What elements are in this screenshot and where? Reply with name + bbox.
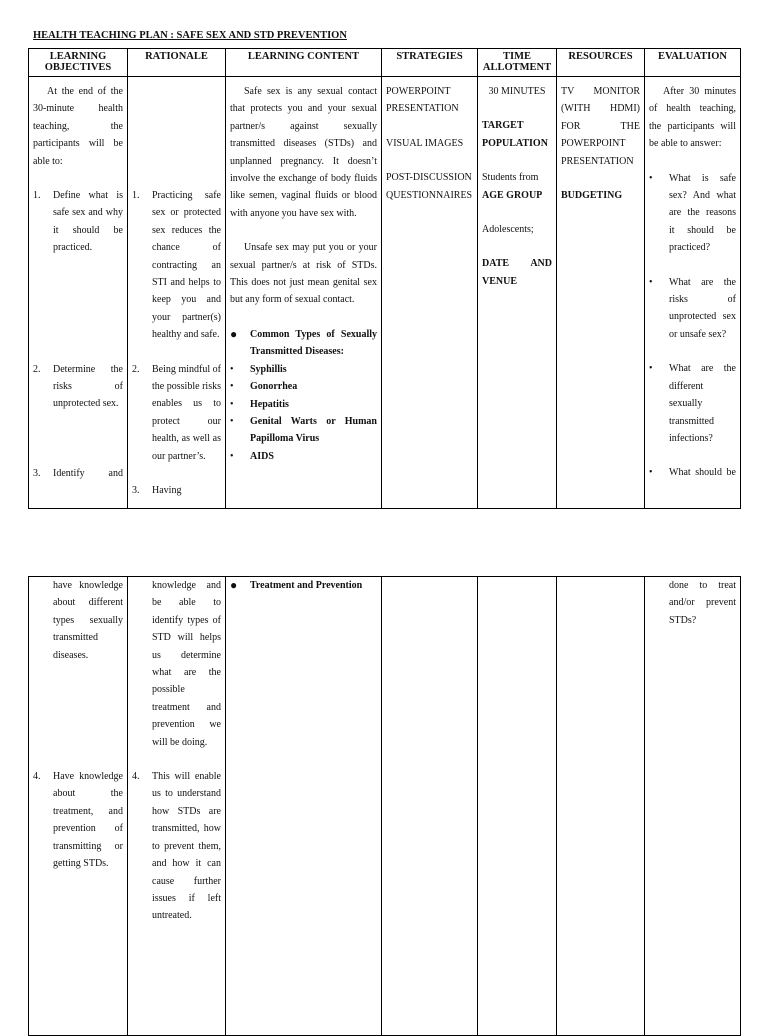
objectives-intro: At the end of the 30-minute health teaching, the participants will be able to: (33, 86, 123, 167)
std-item: • AIDS (230, 450, 274, 462)
target-population-value: Students from (482, 172, 539, 184)
objectives-cell (29, 77, 128, 509)
learning-content-cell (226, 577, 382, 1036)
resources-cell (557, 577, 645, 1036)
document-title: HEALTH TEACHING PLAN : SAFE SEX AND STD PREVENTION (33, 30, 347, 41)
evaluation-question-continued: done to treat and/or prevent STDs? (669, 580, 736, 626)
std-item: • Syphillis (230, 363, 287, 375)
header-learning-content: LEARNING CONTENT (226, 49, 382, 77)
target-population-label: TARGET POPULATION (482, 120, 548, 149)
content-item: ● Treatment and Prevention (230, 578, 363, 592)
rationale-item: 1. Practicing safe sex or protected sex reduces the chance of contracting an STI and helps to keep you and your partner(s) healthy and safe. (132, 190, 221, 341)
evaluation-cell (645, 77, 741, 509)
header-evaluation: EVALUATION (645, 49, 741, 77)
evaluation-intro: After 30 minutes of health teaching, the participants will be able to answer: (649, 86, 736, 150)
rationale-item-continued: knowledge and be able to identify types of STD will helps us determine what are the possible treatment and prevention we will be doing. (152, 580, 221, 748)
rationale-item: 4. This will enable us to understand how STDs are transmitted, how to prevent them, and how it can cause further issues if left untreated. (132, 771, 221, 922)
objective-item: 1. Define what is safe sex and why it should be practiced. (33, 190, 123, 254)
rationale-cell (128, 77, 226, 509)
header-rationale: RATIONALE (128, 49, 226, 77)
strategy-item: POWERPOINT PRESENTATION (386, 86, 459, 115)
content-paragraph: Unsafe sex may put you or your sexual partner/s at risk of STDs. This does not just mean genital sex but any form of sexual contact. (230, 242, 377, 306)
header-time-allotment: TIME ALLOTMENT (478, 49, 557, 77)
strategies-cell (382, 577, 478, 1036)
header-resources: RESOURCES (557, 49, 645, 77)
resources-value: TV MONITOR (WITH HDMI) FOR THE POWERPOINT PRESENTATION (561, 86, 640, 167)
time-allotment-cell (478, 77, 557, 509)
learning-content-cell (226, 77, 382, 509)
teaching-plan-table-page1 (28, 48, 741, 509)
objective-item: 3. Identify and (33, 467, 123, 479)
time-value: 30 MINUTES (488, 86, 546, 97)
evaluation-question: • What should be (649, 467, 736, 479)
strategy-item: POST-DISCUSSION QUESTIONNAIRES (386, 172, 473, 201)
resources-cell (557, 77, 645, 509)
evaluation-question: • What are the different sexually transmitted infections? (649, 363, 736, 444)
strategies-cell (382, 77, 478, 509)
evaluation-question: • What are the risks of unprotected sex or unsafe sex? (649, 276, 736, 340)
evaluation-question: • What is safe sex? And what are the reasons it should be practiced? (649, 172, 736, 254)
objective-item: 2. Determine the risks of unprotected sex. (33, 363, 123, 410)
std-item: • Hepatitis (230, 398, 289, 410)
time-allotment-cell (478, 577, 557, 1036)
content-list-heading: ● Common Types of Sexually Transmitted Diseases: (230, 326, 377, 358)
objective-item-continued: have knowledge about different types sexually transmitted diseases. (53, 580, 123, 661)
strategy-item: VISUAL IMAGES (386, 137, 464, 149)
teaching-plan-table-page2 (28, 576, 741, 1036)
date-venue-label: DATE AND VENUE (482, 258, 552, 287)
header-strategies: STRATEGIES (382, 49, 478, 77)
content-paragraph: Safe sex is any sexual contact that protects you and your sexual partner/s against sexually transmitted diseases (STDs) and unplanned pregnancy. It doesn’t involve the exchange of body fluids like semen, vaginal fluids or blood with anyone you have sex with. (230, 86, 377, 219)
std-item: • Genital Warts or Human Papilloma Virus (230, 415, 377, 445)
rationale-item: 3. Having (132, 485, 182, 497)
age-group-label: AGE GROUP (482, 189, 543, 201)
std-item: • Gonorrhea (230, 381, 298, 393)
rationale-item: 2. Being mindful of the possible risks enables us to protect our health, as well as our partner’s. (132, 363, 221, 462)
evaluation-cell (645, 577, 741, 1036)
rationale-cell (128, 577, 226, 1036)
objective-item: 4. Have knowledge about the treatment, and prevention of transmitting or getting STDs. (33, 771, 123, 870)
age-group-value: Adolescents; (482, 224, 534, 236)
objectives-cell (29, 577, 128, 1036)
header-learning-objectives: LEARNING OBJECTIVES (29, 49, 128, 77)
budgeting-label: BUDGETING (561, 190, 623, 202)
